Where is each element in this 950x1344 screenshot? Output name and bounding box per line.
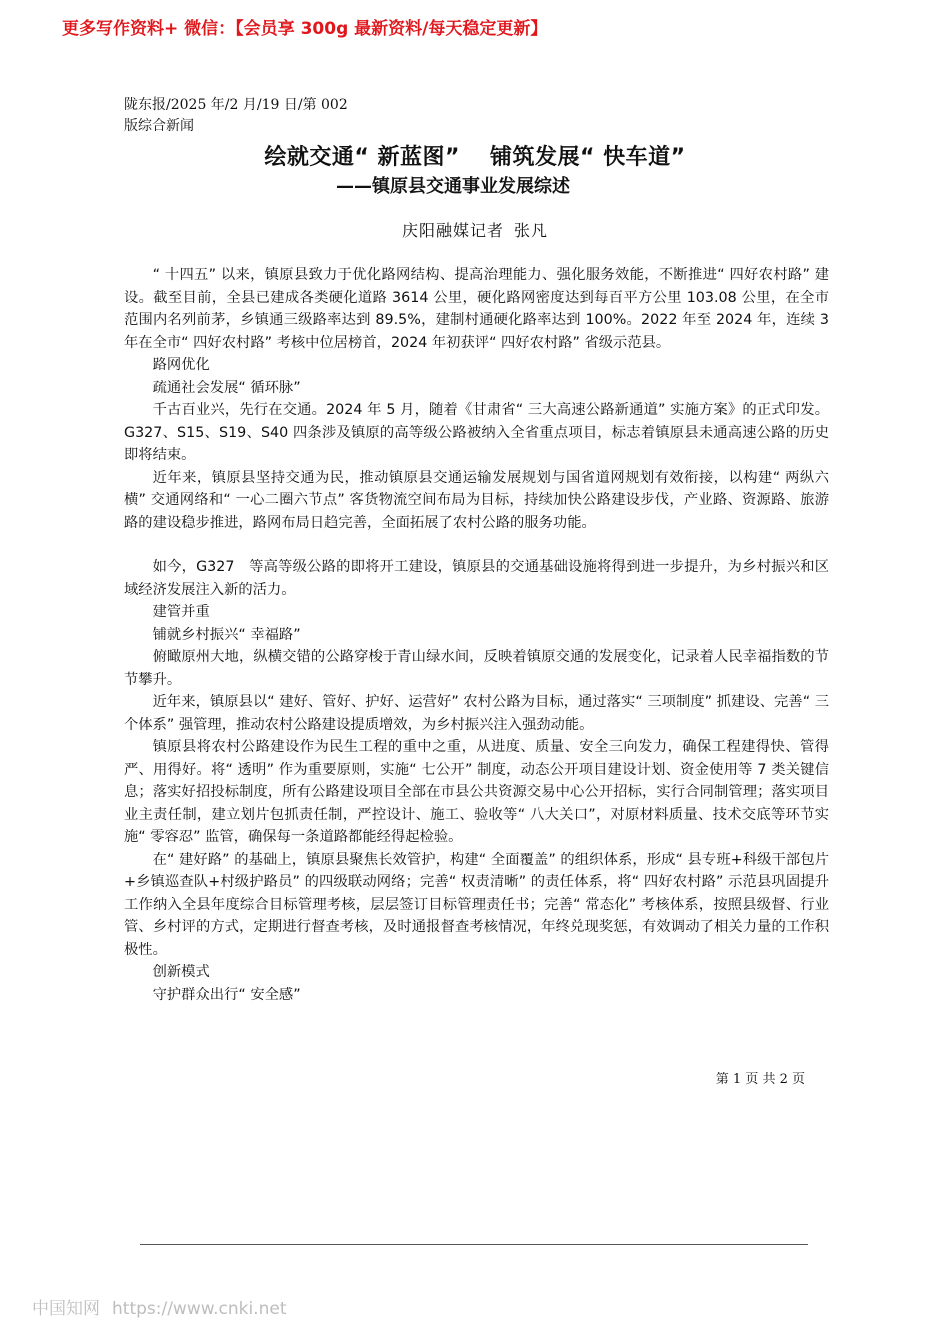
promo-banner: 更多写作资料+ 微信：【会员享 300g 最新资料/每天稳定更新】 xyxy=(62,19,548,39)
body-paragraph: 千古百业兴，先行在交通。2024 年 5 月，随着《甘肃省“ 三大高速公路新通道” 实施方案》的正式印发。G327、S15、S19、S40 四条涉及镇原的高等级公路被纳入全省重点项目，标志着镇原县未通高速公路的历史即将结束。 xyxy=(124,402,829,463)
source-line: 陇东报/2025 年/2 月/19 日/第 002 xyxy=(124,97,348,113)
section-heading: 创新模式 xyxy=(152,964,210,980)
body-paragraph: 镇原县将农村公路建设作为民生工程的重中之重，从进度、质量、安全三向发力，确保工程建得快、管得严、用得好。将“ 透明” 作为重要原则，实施“ 七公开” 制度，动态公开项目建设计划、资金使用等 7 类关键信息；落实好招投标制度，所有公路建设项目全部在市县公共资源交易中心公开招标，实行合同制管理；落实项目业主责任制，建立划片包抓责任制，严控设计、施工、验收等“ 八大关口”，对原材料质量、技术交底等环节实施“ 零容忍” 监管，确保每一条道路都能经得起检验。 xyxy=(124,739,829,845)
watermark-url: https://www.cnki.net xyxy=(112,1299,287,1319)
body-paragraph: “ 十四五” 以来，镇原县致力于优化路网结构、提高治理能力、强化服务效能，不断推进“ 四好农村路” 建设。截至目前，全县已建成各类硬化道路 3614 公里，硬化路网密度达到每百平方公里 103.08 公里，在全市范围内名列前茅，乡镇通三级路率达到 89.5%，建制村通硬化路率达到 100%。2022 年至 2024 年，连续 3 年在全市“ 四好农村路” 考核中位居榜首，2024 年初获评“ 四好农村路” 省级示范县。 xyxy=(124,267,829,351)
body-paragraph: 如今，G327 等高等级公路的即将开工建设，镇原县的交通基础设施将得到进一步提升，为乡村振兴和区域经济发展注入新的活力。 xyxy=(124,559,829,598)
article-subtitle: ——镇原县交通事业发展综述 xyxy=(336,176,570,197)
source-line: 版综合新闻 xyxy=(124,118,194,134)
section-subheading: 守护群众出行“ 安全感” xyxy=(152,986,301,1003)
body-paragraph: 近年来，镇原县以“ 建好、管好、护好、运营好” 农村公路为目标，通过落实“ 三项制度” 抓建设、完善“ 三个体系” 强管理，推动农村公路建设提质增效，为乡村振兴注入强劲动能。 xyxy=(124,694,829,733)
body-paragraph: 俯瞰原州大地，纵横交错的公路穿梭于青山绿水间，反映着镇原交通的发展变化，记录着人民幸福指数的节节攀升。 xyxy=(124,649,829,688)
byline-role: 庆阳融媒记者 xyxy=(401,221,504,240)
section-heading: 路网优化 xyxy=(152,357,210,373)
section-subheading: 疏通社会发展“ 循环脉” xyxy=(152,379,301,396)
byline-name: 张凡 xyxy=(514,221,549,240)
article-body xyxy=(124,264,829,1006)
source-info xyxy=(124,95,384,137)
body-paragraph: 近年来，镇原县坚持交通为民，推动镇原县交通运输发展规划与国省道网规划有效衔接，以构建“ 两纵六横” 交通网络和“ 一心二圈六节点” 客货物流空间布局为目标，持续加快公路建设步伐，产业路、资源路、旅游路的建设稳步推进，路网布局日趋完善，全面拓展了农村公路的服务功能。 xyxy=(124,469,829,531)
watermark-brand: 中国知网 xyxy=(32,1299,100,1319)
section-subheading: 铺就乡村振兴“ 幸福路” xyxy=(152,626,301,643)
page-number: 第 1 页 共 2 页 xyxy=(715,1072,805,1087)
byline xyxy=(0,218,950,241)
footer-divider xyxy=(140,1244,808,1245)
title-part: 铺筑发展“ 快车道” xyxy=(490,145,686,170)
section-heading: 建管并重 xyxy=(152,604,210,620)
body-paragraph: 在“ 建好路” 的基础上，镇原县聚焦长效管护，构建“ 全面覆盖” 的组织体系，形成“ 县专班+科级干部包片+乡镇巡查队+村级护路员” 的四级联动网络；完善“ 权责清晰” 的责任体系，将“ 四好农村路” 示范县巩固提升工作纳入全县年度综合目标管理考核，层层签订目标管理责任书；完善“ 常态化” 考核体系，按照县级督、行业管、乡村评的方式，定期进行督查考核，及时通报督查考核情况，年终兑现奖惩，有效调动了相关力量的工作积极性。 xyxy=(124,851,829,958)
title-part: 绘就交通“ 新蓝图” xyxy=(264,145,460,170)
article-title xyxy=(0,140,950,171)
cnki-watermark xyxy=(32,1294,286,1319)
